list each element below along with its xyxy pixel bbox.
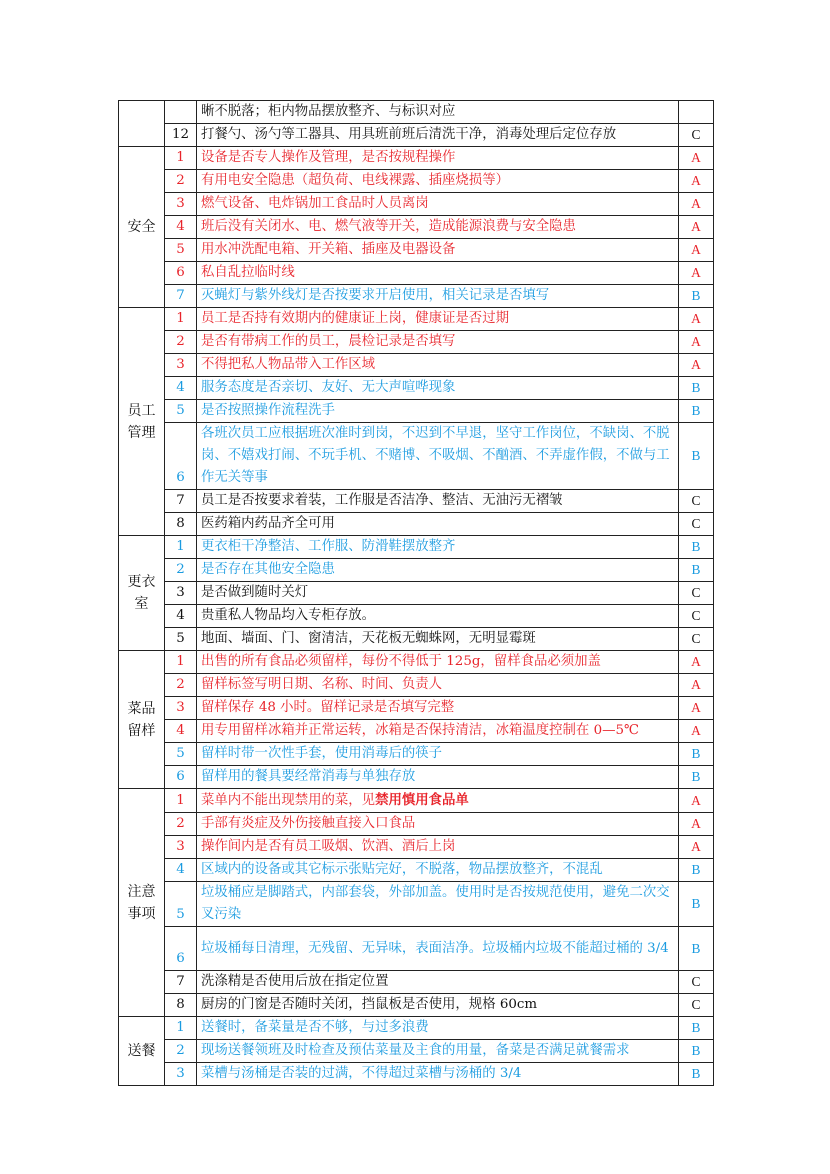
item-text: 出售的所有食品必须留样，每份不得低于 125g，留样食品必须加盖 <box>201 654 601 669</box>
grade-cell: A <box>679 354 714 377</box>
grade-cell: B <box>679 1063 714 1086</box>
item-number: 2 <box>165 331 197 354</box>
table-row <box>119 1040 714 1063</box>
item-number: 7 <box>165 285 197 308</box>
grade-cell: B <box>679 882 714 927</box>
grade-cell: B <box>679 1017 714 1040</box>
table-row <box>119 262 714 285</box>
item-number: 8 <box>165 513 197 536</box>
item-description <box>197 651 679 674</box>
item-text: 员工是否持有效期内的健康证上岗，健康证是否过期 <box>201 311 509 326</box>
item-text: 私自乱拉临时线 <box>201 265 295 280</box>
item-number: 4 <box>165 377 197 400</box>
grade-cell: A <box>679 239 714 262</box>
item-description <box>197 354 679 377</box>
grade-cell: A <box>679 720 714 743</box>
item-text: 菜槽与汤桶是否装的过满，不得超过菜槽与汤桶的 3/4 <box>201 1066 522 1081</box>
item-text: 垃圾桶应是脚踏式，内部套袋，外部加盖。使用时是否按规范使用，避免二次交叉污染 <box>201 885 670 922</box>
table-row <box>119 994 714 1017</box>
table-row <box>119 216 714 239</box>
grade-cell: A <box>679 331 714 354</box>
item-text: 设备是否专人操作及管理，是否按规程操作 <box>201 150 456 165</box>
item-text: 各班次员工应根据班次准时到岗，不迟到不早退，坚守工作岗位，不缺岗、不脱岗、不嬉戏打闹、不玩手机、不赌博、不吸烟、不酗酒、不弄虚作假，不做与工作无关等事 <box>201 426 670 485</box>
item-number: 1 <box>165 536 197 559</box>
item-description <box>197 836 679 859</box>
item-number: 2 <box>165 674 197 697</box>
item-description <box>197 859 679 882</box>
table-row <box>119 605 714 628</box>
item-text: 垃圾桶每日清理，无残留、无异味，表面洁净。垃圾桶内垃圾不能超过桶的 3/4 <box>201 940 669 956</box>
grade-cell: A <box>679 836 714 859</box>
item-number: 1 <box>165 789 197 813</box>
table-row <box>119 490 714 513</box>
grade-cell: A <box>679 813 714 836</box>
table-row <box>119 789 714 813</box>
item-number: 7 <box>165 490 197 513</box>
item-number: 4 <box>165 216 197 239</box>
grade-cell: B <box>679 400 714 423</box>
item-text: 员工是否按要求着装，工作服是否洁净、整洁、无油污无褶皱 <box>201 493 563 508</box>
category-cell: 更衣室 <box>119 536 165 651</box>
item-number: 1 <box>165 147 197 170</box>
table-row <box>119 193 714 216</box>
item-text: 不得把私人物品带入工作区域 <box>201 357 376 372</box>
grade-cell: A <box>679 651 714 674</box>
item-text: 送餐时，备菜量是否不够，与过多浪费 <box>201 1020 429 1035</box>
table-row <box>119 720 714 743</box>
item-number: 4 <box>165 605 197 628</box>
item-text: 是否存在其他安全隐患 <box>201 562 335 577</box>
table-row <box>119 354 714 377</box>
grade-cell: A <box>679 216 714 239</box>
item-number: 2 <box>165 170 197 193</box>
item-description <box>197 813 679 836</box>
item-number: 6 <box>165 927 197 971</box>
item-description <box>197 513 679 536</box>
grade-cell: A <box>679 193 714 216</box>
item-description <box>197 101 679 124</box>
item-description <box>197 262 679 285</box>
item-description <box>197 720 679 743</box>
table-row <box>119 651 714 674</box>
table-row <box>119 101 714 124</box>
item-number: 2 <box>165 813 197 836</box>
item-description <box>197 308 679 331</box>
table-row <box>119 377 714 400</box>
item-text: 厨房的门窗是否随时关闭，挡鼠板是否使用，规格 60cm <box>201 997 538 1012</box>
table-row <box>119 124 714 147</box>
item-number: 1 <box>165 308 197 331</box>
item-text: 服务态度是否亲切、友好、无大声喧哗现象 <box>201 380 456 395</box>
item-number: 3 <box>165 1063 197 1086</box>
item-text: 用水冲洗配电箱、开关箱、插座及电器设备 <box>201 242 456 257</box>
item-description <box>197 1063 679 1086</box>
table-row <box>119 400 714 423</box>
item-text: 留样标签写明日期、名称、时间、负责人 <box>201 677 443 692</box>
table-row <box>119 628 714 651</box>
table-row <box>119 536 714 559</box>
item-description <box>197 490 679 513</box>
item-number: 6 <box>165 262 197 285</box>
grade-cell: A <box>679 170 714 193</box>
item-description <box>197 285 679 308</box>
item-description <box>197 400 679 423</box>
item-number: 7 <box>165 971 197 994</box>
table-row <box>119 559 714 582</box>
category-cell <box>119 101 165 147</box>
item-number: 6 <box>165 423 197 490</box>
table-row <box>119 582 714 605</box>
item-description <box>197 582 679 605</box>
item-number: 3 <box>165 836 197 859</box>
grade-cell: B <box>679 377 714 400</box>
grade-cell: B <box>679 1040 714 1063</box>
grade-cell: A <box>679 674 714 697</box>
item-description <box>197 536 679 559</box>
item-description <box>197 882 679 927</box>
item-text: 是否做到随时关灯 <box>201 585 309 600</box>
table-row <box>119 285 714 308</box>
item-number: 5 <box>165 400 197 423</box>
grade-cell: B <box>679 859 714 882</box>
item-number: 8 <box>165 994 197 1017</box>
item-number: 3 <box>165 193 197 216</box>
grade-cell: C <box>679 582 714 605</box>
grade-cell: C <box>679 971 714 994</box>
item-number: 4 <box>165 720 197 743</box>
table-row <box>119 239 714 262</box>
item-number: 4 <box>165 859 197 882</box>
table-row <box>119 971 714 994</box>
table-row <box>119 697 714 720</box>
item-text: 留样时带一次性手套，使用消毒后的筷子 <box>201 746 443 761</box>
item-description <box>197 170 679 193</box>
grade-cell: C <box>679 490 714 513</box>
grade-cell: A <box>679 789 714 813</box>
category-cell: 员工管理 <box>119 308 165 536</box>
item-text: 班后没有关闭水、电、燃气液等开关，造成能源浪费与安全隐患 <box>201 219 576 234</box>
table-row <box>119 766 714 789</box>
grade-cell: A <box>679 147 714 170</box>
table-row <box>119 927 714 971</box>
item-text: 有用电安全隐患（超负荷、电线裸露、插座烧损等） <box>201 173 509 188</box>
category-cell: 安全 <box>119 147 165 308</box>
inspection-checklist-table <box>118 100 714 1086</box>
item-description <box>197 605 679 628</box>
table-row <box>119 882 714 927</box>
category-cell: 菜品留样 <box>119 651 165 789</box>
item-number: 5 <box>165 882 197 927</box>
item-number: 5 <box>165 239 197 262</box>
item-text: 灭蝇灯与紫外线灯是否按要求开启使用，相关记录是否填写 <box>201 288 550 303</box>
item-text: 更衣柜干净整洁、工作服、防滑鞋摆放整齐 <box>201 539 456 554</box>
item-description <box>197 377 679 400</box>
table-row <box>119 331 714 354</box>
item-text: 留样用的餐具要经常消毒与单独存放 <box>201 769 416 784</box>
item-text: 操作间内是否有员工吸烟、饮酒、酒后上岗 <box>201 839 456 854</box>
item-number: 1 <box>165 1017 197 1040</box>
grade-cell: B <box>679 285 714 308</box>
item-description <box>197 994 679 1017</box>
table-row <box>119 674 714 697</box>
table-row <box>119 170 714 193</box>
grade-cell: B <box>679 559 714 582</box>
item-text: 是否有带病工作的员工，晨检记录是否填写 <box>201 334 456 349</box>
item-number: 2 <box>165 1040 197 1063</box>
grade-cell: A <box>679 262 714 285</box>
item-description <box>197 674 679 697</box>
item-description <box>197 628 679 651</box>
table-row <box>119 836 714 859</box>
item-text: 贵重私人物品均入专柜存放。 <box>201 608 376 623</box>
item-description <box>197 423 679 490</box>
table-row <box>119 859 714 882</box>
item-text: 地面、墙面、门、窗清洁，天花板无蜘蛛网，无明显霉斑 <box>201 631 536 646</box>
item-text: 区域内的设备或其它标示张贴完好，不脱落，物品摆放整齐，不混乱 <box>201 862 603 877</box>
grade-cell: B <box>679 423 714 490</box>
grade-cell: C <box>679 628 714 651</box>
item-description <box>197 1040 679 1063</box>
table-row <box>119 813 714 836</box>
item-text: 菜单内不能出现禁用的菜，见 <box>201 793 376 808</box>
item-number: 2 <box>165 559 197 582</box>
item-text: 留样保存 48 小时。留样记录是否填写完整 <box>201 700 455 715</box>
item-number: 3 <box>165 697 197 720</box>
item-description <box>197 971 679 994</box>
item-number: 5 <box>165 743 197 766</box>
item-number: 5 <box>165 628 197 651</box>
item-description <box>197 766 679 789</box>
item-text: 打餐勺、汤勺等工器具、用具班前班后清洗干净，消毒处理后定位存放 <box>201 127 617 142</box>
item-number: 1 <box>165 651 197 674</box>
item-text: 是否按照操作流程洗手 <box>201 403 335 418</box>
item-text: 晰不脱落；柜内物品摆放整齐、与标识对应 <box>201 104 456 119</box>
grade-cell: C <box>679 513 714 536</box>
table-row <box>119 1017 714 1040</box>
item-description <box>197 147 679 170</box>
item-number: 6 <box>165 766 197 789</box>
item-description <box>197 927 679 971</box>
item-text: 燃气设备、电炸锅加工食品时人员离岗 <box>201 196 429 211</box>
item-number <box>165 101 197 124</box>
item-text: 洗涤精是否使用后放在指定位置 <box>201 974 389 989</box>
grade-cell: B <box>679 536 714 559</box>
grade-cell: C <box>679 605 714 628</box>
category-cell: 送餐 <box>119 1017 165 1086</box>
grade-cell: B <box>679 743 714 766</box>
banned-food-list-reference: 禁用慎用食品单 <box>375 792 469 808</box>
item-description <box>197 124 679 147</box>
item-number: 3 <box>165 354 197 377</box>
table-row <box>119 513 714 536</box>
item-description <box>197 789 679 813</box>
grade-cell <box>679 101 714 124</box>
item-description <box>197 697 679 720</box>
checklist-body <box>119 101 714 1086</box>
grade-cell: B <box>679 927 714 971</box>
item-description <box>197 1017 679 1040</box>
item-description <box>197 559 679 582</box>
item-text: 用专用留样冰箱并正常运转，冰箱是否保持清洁，冰箱温度控制在 0—5℃ <box>201 723 639 738</box>
grade-cell: A <box>679 697 714 720</box>
table-row <box>119 743 714 766</box>
table-row <box>119 1063 714 1086</box>
item-text: 手部有炎症及外伤接触直接入口食品 <box>201 816 416 831</box>
table-row <box>119 308 714 331</box>
grade-cell: C <box>679 124 714 147</box>
item-text: 医药箱内药品齐全可用 <box>201 516 335 531</box>
item-description <box>197 331 679 354</box>
category-cell: 注意事项 <box>119 789 165 1017</box>
table-row <box>119 423 714 490</box>
item-number: 3 <box>165 582 197 605</box>
table-row <box>119 147 714 170</box>
grade-cell: C <box>679 994 714 1017</box>
grade-cell: A <box>679 308 714 331</box>
item-description <box>197 239 679 262</box>
grade-cell: B <box>679 766 714 789</box>
item-description <box>197 216 679 239</box>
item-description <box>197 193 679 216</box>
item-text: 现场送餐领班及时检查及预估菜量及主食的用量，备菜是否满足就餐需求 <box>201 1043 630 1058</box>
item-description <box>197 743 679 766</box>
item-number: 12 <box>165 124 197 147</box>
